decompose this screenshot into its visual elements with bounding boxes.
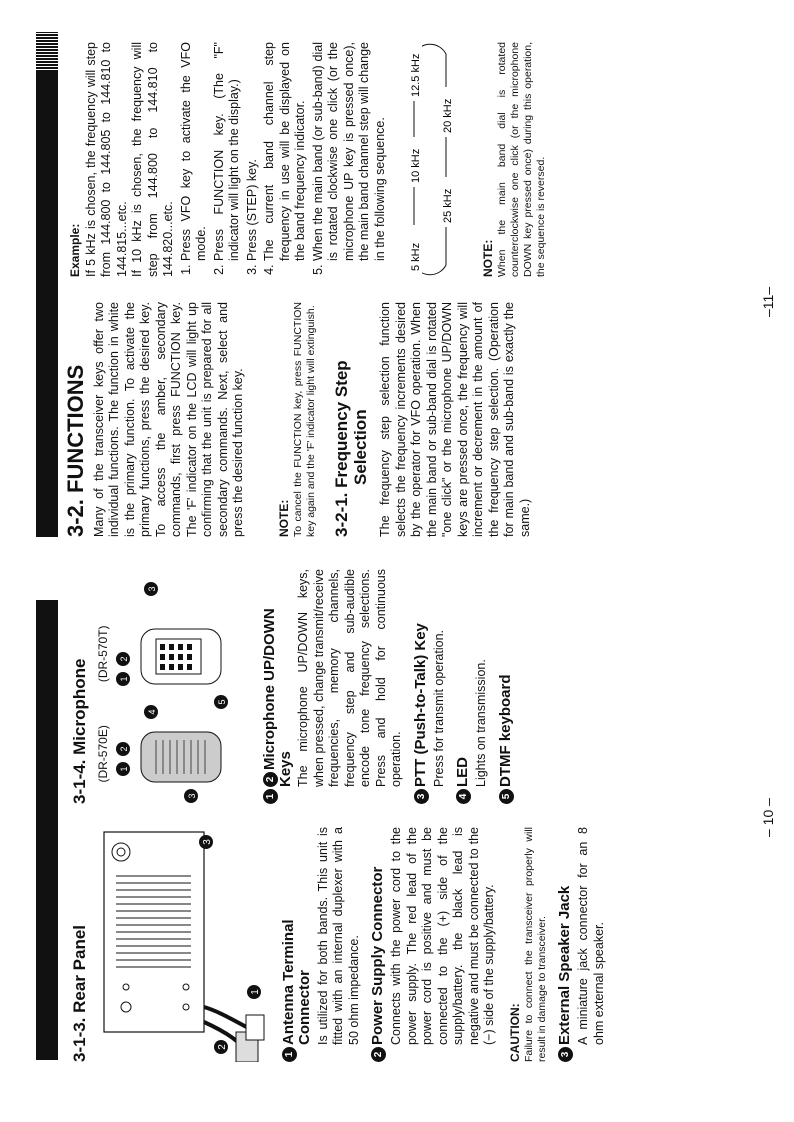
column-microphone xyxy=(72,569,517,804)
example-text-1: If 5 kHz is chosen, the frequency will step from 144.800 to 144.805 to 144.810 to 144.815...etc. xyxy=(83,42,129,277)
power-supply-heading: 2Power Supply Connector xyxy=(370,827,386,1062)
svg-text:2: 2 xyxy=(216,1044,228,1050)
seq-5khz: 5 kHz xyxy=(410,242,422,271)
functions-note-text: To cancel the FUNCTION key, press FUNCTION key again and the 'F' indicator light will extinguish. xyxy=(292,302,317,537)
led-text: Lights on transmission. xyxy=(474,659,488,787)
example-steps xyxy=(179,42,389,277)
example-text-2: If 10 kHz is chosen, the frequency will step from 144.800 to 144.810 to 144.820...etc. xyxy=(130,42,175,277)
freq-step-text: The frequency step selection function selects the frequency increments desired by the operator for VFO operation. When the main band or sub-band dial is rotated "one click" or the microphone UP/DOWN keys are pressed once, the frequency will increment or decrement in the amount of the frequency step selection. (Operation for main band and sub-band is exactly the same.) xyxy=(378,302,532,537)
svg-text:2: 2 xyxy=(119,746,129,752)
list-item: 5. When the main band (or sub-band) dial is rotated clockwise one click (or the microphone UP key is pressed once), the main band channel step will change in the following sequence. xyxy=(311,42,389,261)
rear-panel-title: 3-1-3. Rear Panel xyxy=(70,924,89,1062)
led-heading: 4LED xyxy=(455,569,471,804)
functions-text: Many of the transceiver keys offer two individual functions. The function in white is the primary function. To activate the primary functions, press the desired key. To access the amber, secondary commands, first press FUNCTION key. The 'F' indicator on the LCD will light up confirming that the unit is prepared for all secondary commands. Next, select and press the desired function key. xyxy=(91,302,245,537)
svg-text:3: 3 xyxy=(147,586,157,592)
column-functions xyxy=(63,302,541,537)
list-item: 3. Press (STEP) key. xyxy=(245,42,261,261)
mic-updown-heading: 12Microphone UP/DOWN Keys xyxy=(262,569,294,804)
list-item: 1. Press VFO key to activate the VFO mode. xyxy=(179,42,210,261)
microphone-figure xyxy=(111,569,251,804)
ptt-text: Press for transmit operation. xyxy=(431,629,446,787)
svg-text:4: 4 xyxy=(147,709,157,715)
svg-text:3: 3 xyxy=(201,839,213,845)
header-bar-left xyxy=(36,600,58,1060)
antenna-terminal-text: Is utilized for both bands. This unit is fitted with an internal duplexer with a 50 ohm impedance. xyxy=(315,827,361,1045)
speaker-jack-text: A miniature jack connector for an 8 ohm external speaker. xyxy=(576,827,606,1045)
seq-20khz: 20 kHz xyxy=(442,98,454,133)
svg-text:2: 2 xyxy=(119,656,129,662)
functions-title: 3-2. FUNCTIONS xyxy=(63,364,88,537)
dtmf-heading: 5DTMF keyboard xyxy=(498,569,514,804)
model-t-label: (DR-570T) xyxy=(95,625,110,683)
num-4-badge: 4 xyxy=(456,789,471,804)
column-example xyxy=(68,42,556,277)
model-e-label: (DR-570E) xyxy=(95,725,110,783)
microphone-title: 3-1-4. Microphone xyxy=(70,658,89,804)
num-1-badge: 1 xyxy=(263,789,278,804)
svg-text:3: 3 xyxy=(187,793,197,799)
svg-text:5: 5 xyxy=(217,699,227,705)
antenna-terminal-heading: 1Antenna Terminal Connector xyxy=(281,827,313,1062)
page-number-left: – 10 – xyxy=(760,798,776,837)
num-5-badge: 5 xyxy=(499,789,514,804)
num-3-badge: 3 xyxy=(558,1047,573,1062)
svg-text:1: 1 xyxy=(119,766,129,772)
svg-text:1: 1 xyxy=(119,676,129,682)
num-2-badge: 2 xyxy=(371,1047,386,1062)
example-label: Example: xyxy=(68,223,82,277)
step-sequence-diagram xyxy=(400,42,460,277)
caution-label: CAUTION: xyxy=(507,1003,522,1062)
rear-panel-figure xyxy=(96,827,271,1062)
page-number-right: –11– xyxy=(760,286,776,317)
list-item: 4. The current band channel step frequency in use will be displayed on the band frequency indicator. xyxy=(262,42,309,261)
num-1-badge: 1 xyxy=(282,1047,297,1062)
speaker-jack-heading: 3External Speaker Jack xyxy=(557,827,573,1062)
barcode-mark xyxy=(36,32,58,72)
example-note-text: When the main band dial is rotated counterclockwise one click (or the microphone DOWN key pressed once) during this operation, the sequence is reversed. xyxy=(496,42,547,277)
list-item: 2. Press FUNCTION key. (The "F" indicator will light on the display.) xyxy=(212,42,243,261)
ptt-heading: 3PTT (Push-to-Talk) Key xyxy=(413,569,429,804)
svg-text:1: 1 xyxy=(249,989,261,995)
num-2-badge: 2 xyxy=(263,772,278,787)
power-supply-text: Connects with the power cord to the power supply. The red lead of the power cord is positive and must be connected to the (+) side of the supply/battery. the black lead is negative and must be connected to the (−) side of the supply/battery. xyxy=(389,827,496,1045)
seq-25khz: 25 kHz xyxy=(442,188,454,223)
mic-updown-text: The microphone UP/DOWN keys, when pressed, change transmit/receive frequencies, memory channels, frequency step and sub-audible encode tone frequency selections. Press and hold for continuous operation. xyxy=(296,569,403,787)
header-bar-right xyxy=(36,72,58,537)
seq-10khz: 10 kHz xyxy=(410,148,422,183)
seq-12-5khz: 12.5 kHz xyxy=(410,53,422,97)
freq-step-heading: 3-2-1. Frequency Step Selection xyxy=(332,360,370,537)
example-note-label: NOTE: xyxy=(480,239,495,277)
num-3-badge: 3 xyxy=(414,789,429,804)
column-rear-panel xyxy=(72,827,615,1062)
caution-text: Failure to connect the transceiver properly will result in damage to transceiver. xyxy=(523,827,548,1062)
functions-note-label: NOTE: xyxy=(276,499,291,537)
microphone-models xyxy=(96,604,112,804)
